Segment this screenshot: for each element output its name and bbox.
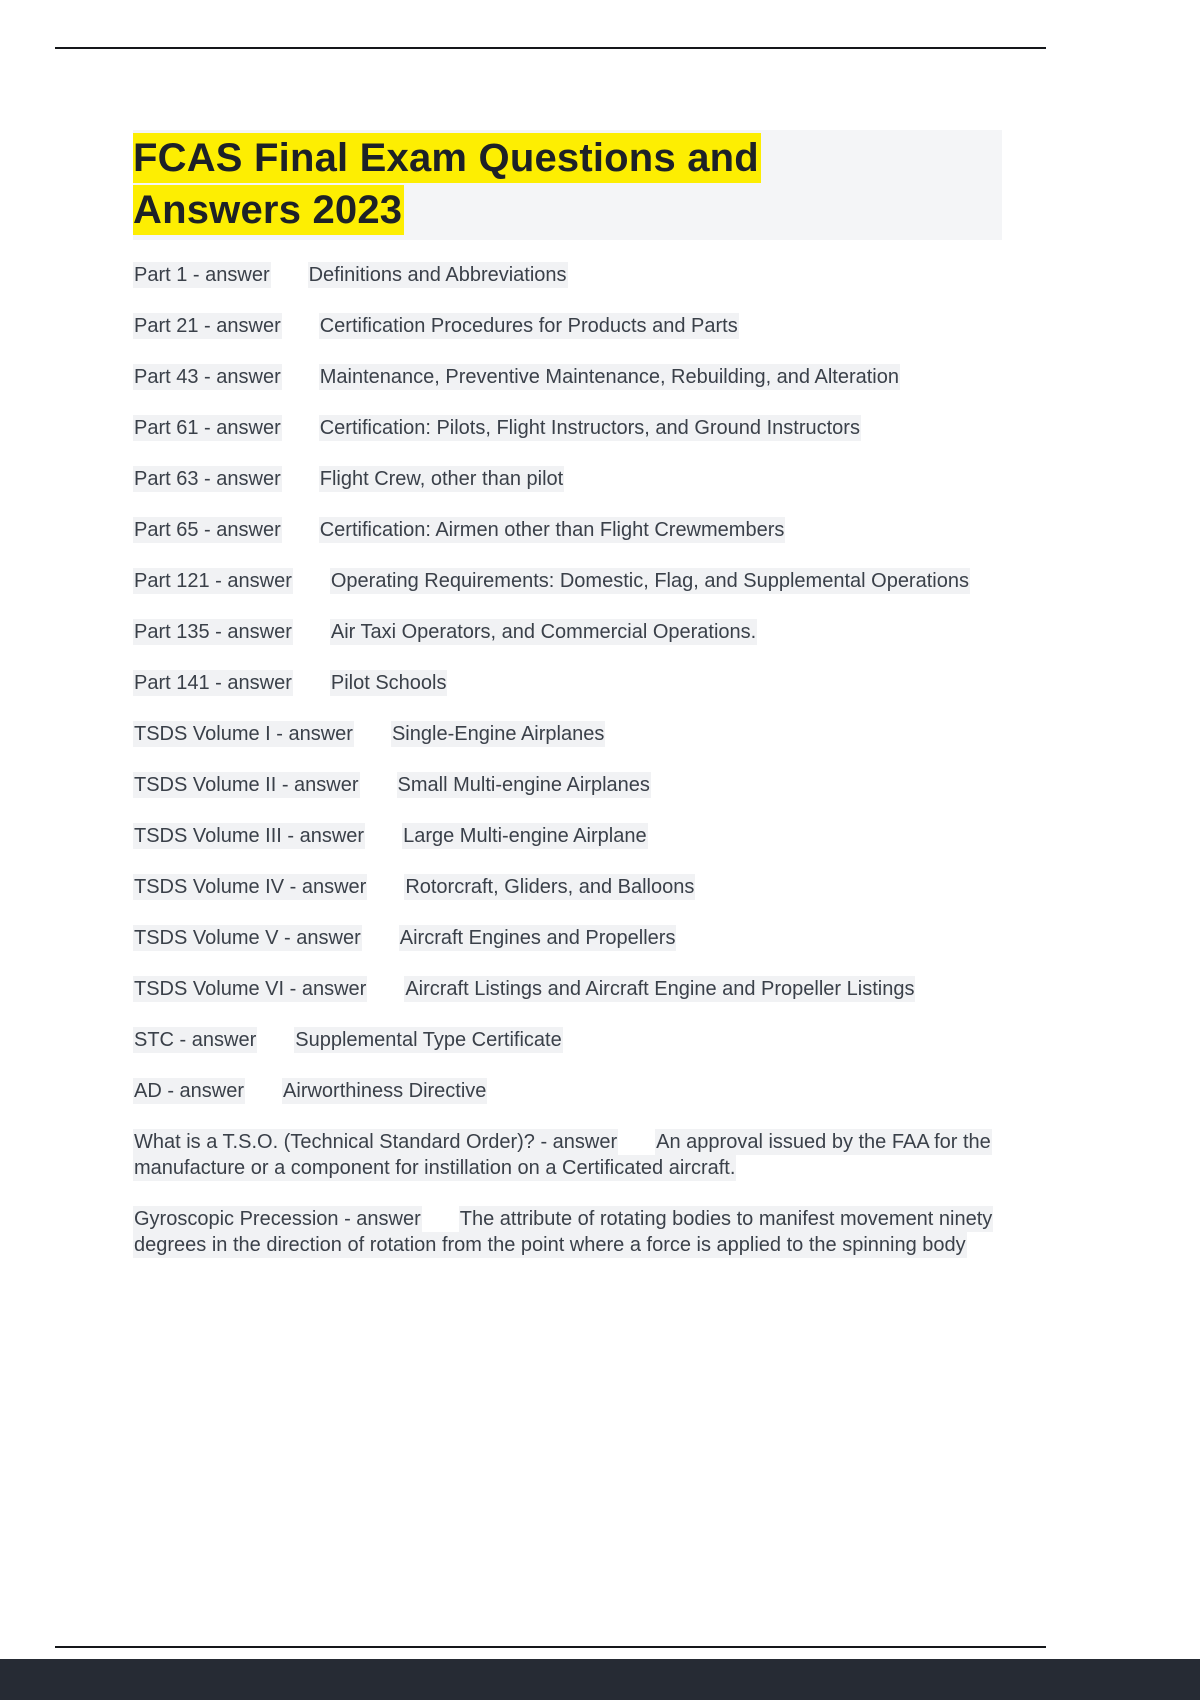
answer-text: Small Multi-engine Airplanes [397, 774, 650, 796]
answer-text: Certification Procedures for Products and Parts [319, 315, 738, 337]
answer-text: Flight Crew, other than pilot [319, 468, 564, 490]
qa-row [133, 568, 1013, 594]
question-text: TSDS Volume III - answer [134, 825, 365, 847]
qa-row [133, 262, 1013, 288]
qa-row [133, 976, 1013, 1002]
qa-row [133, 313, 1013, 339]
question-text: Part 65 - answer [134, 519, 281, 541]
qa-row [133, 1027, 1013, 1053]
answer-text: Aircraft Engines and Propellers [399, 927, 676, 949]
question-text: TSDS Volume I - answer [134, 723, 353, 745]
question-text: TSDS Volume II - answer [134, 774, 359, 796]
answer-text: Airworthiness Directive [283, 1080, 487, 1102]
qa-row [133, 415, 1013, 441]
answer-text: Air Taxi Operators, and Commercial Operations. [330, 621, 757, 643]
top-rule [55, 47, 1046, 49]
question-text: Part 43 - answer [134, 366, 281, 388]
question-text: TSDS Volume VI - answer [134, 978, 367, 1000]
qa-list [133, 262, 1013, 1283]
question-text: Gyroscopic Precession - answer [134, 1208, 421, 1230]
qa-row [133, 466, 1013, 492]
qa-row [133, 1078, 1013, 1104]
answer-text: Operating Requirements: Domestic, Flag, and Supplemental Operations [330, 570, 969, 592]
title-band [133, 130, 1002, 240]
question-text: Part 121 - answer [134, 570, 292, 592]
answer-text: Maintenance, Preventive Maintenance, Rebuilding, and Alteration [319, 366, 899, 388]
qa-row [133, 721, 1013, 747]
qa-row [133, 925, 1013, 951]
answer-text: Certification: Airmen other than Flight Crewmembers [319, 519, 785, 541]
answer-text: Large Multi-engine Airplane [403, 825, 647, 847]
qa-row [133, 670, 1013, 696]
question-text: AD - answer [134, 1080, 245, 1102]
question-text: TSDS Volume V - answer [134, 927, 361, 949]
question-text: TSDS Volume IV - answer [134, 876, 367, 898]
footer-bar [0, 1659, 1200, 1700]
answer-text: The attribute of rotating bodies to manifest movement ninety degrees in the direction of rotation from the point where a force is applied to the spinning body [134, 1208, 993, 1256]
answer-text: Supplemental Type Certificate [295, 1029, 562, 1051]
question-text: Part 63 - answer [134, 468, 281, 490]
question-text: Part 1 - answer [134, 264, 270, 286]
title-wrap [133, 132, 878, 236]
question-text: STC - answer [134, 1029, 257, 1051]
qa-row [133, 874, 1013, 900]
answer-text: Certification: Pilots, Flight Instructors, and Ground Instructors [319, 417, 860, 439]
qa-row [133, 1129, 1013, 1181]
page-title-text: FCAS Final Exam Questions and Answers 2023 [133, 133, 761, 235]
answer-text: Pilot Schools [330, 672, 447, 694]
question-text: What is a T.S.O. (Technical Standard Order)? - answer [134, 1131, 618, 1153]
bottom-rule [55, 1646, 1046, 1648]
qa-row [133, 823, 1013, 849]
answer-text: Rotorcraft, Gliders, and Balloons [405, 876, 695, 898]
question-text: Part 61 - answer [134, 417, 281, 439]
question-text: Part 135 - answer [134, 621, 292, 643]
answer-text: An approval issued by the FAA for the manufacture or a component for instillation on a Certificated aircraft. [134, 1131, 991, 1179]
question-text: Part 21 - answer [134, 315, 281, 337]
answer-text: Aircraft Listings and Aircraft Engine and Propeller Listings [405, 978, 915, 1000]
qa-row [133, 364, 1013, 390]
qa-row [133, 772, 1013, 798]
answer-text: Definitions and Abbreviations [308, 264, 567, 286]
qa-row [133, 619, 1013, 645]
question-text: Part 141 - answer [134, 672, 292, 694]
answer-text: Single-Engine Airplanes [391, 723, 605, 745]
qa-row [133, 517, 1013, 543]
qa-row [133, 1206, 1013, 1258]
page-title [133, 132, 878, 236]
